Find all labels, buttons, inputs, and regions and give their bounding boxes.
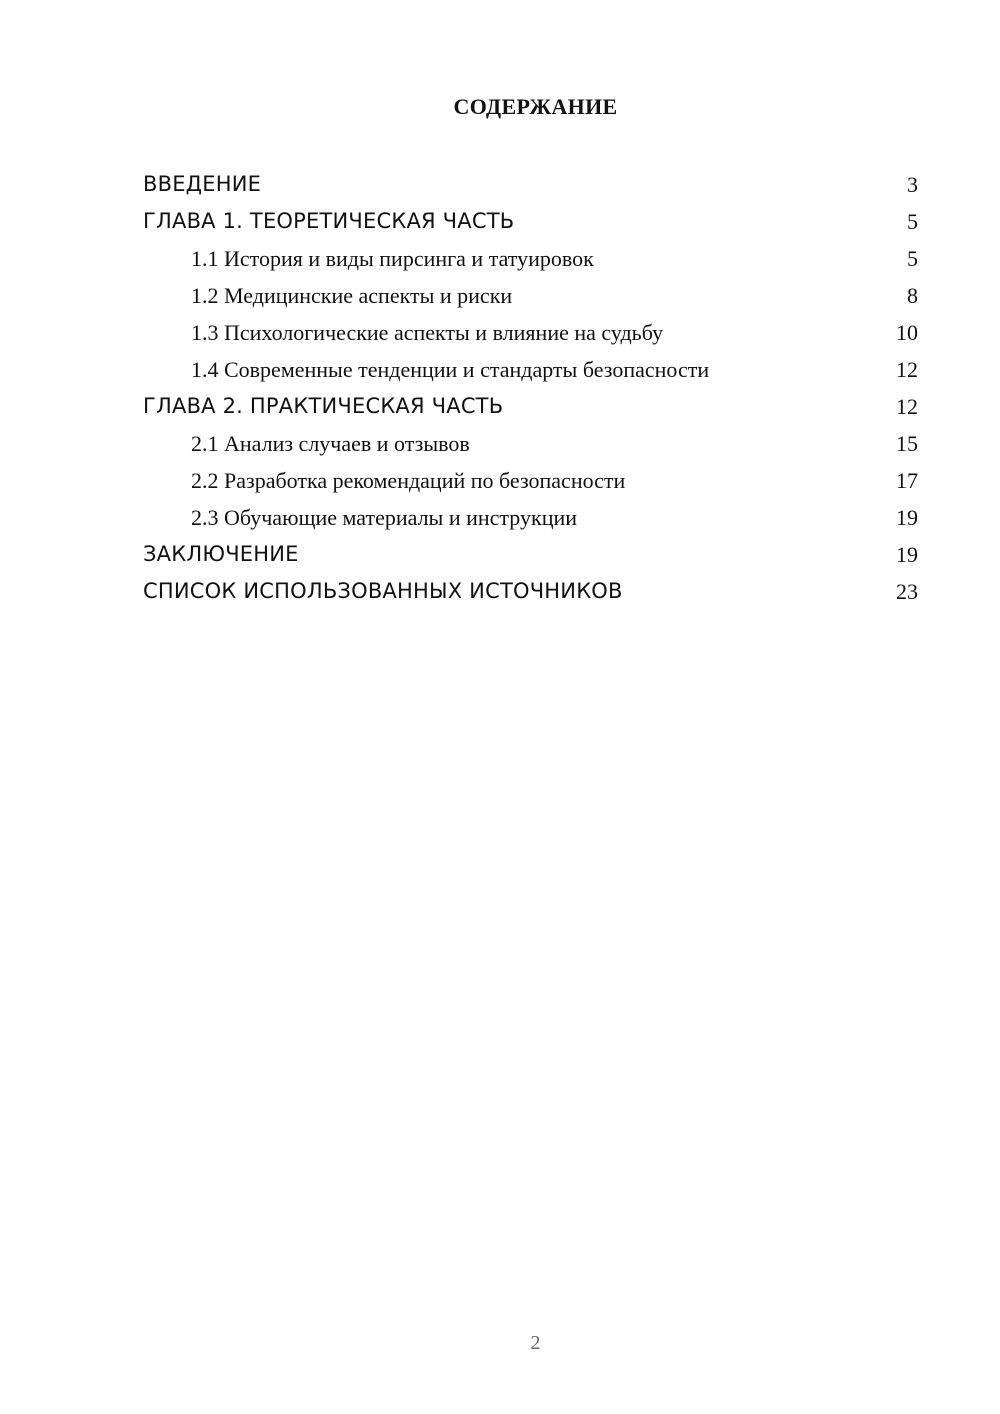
toc-entry[interactable] — [0, 277, 1000, 314]
toc-entry-page: 12 — [896, 394, 918, 419]
toc-entry[interactable] — [0, 573, 1000, 610]
toc-entry-page: 17 — [896, 468, 918, 493]
toc-entry-label: 2.1 Анализ случаев и отзывов — [191, 431, 470, 456]
toc-entry-page: 8 — [907, 283, 918, 308]
toc-entry[interactable] — [0, 425, 1000, 462]
toc-entry[interactable] — [0, 240, 1000, 277]
toc-entry-page: 15 — [896, 431, 918, 456]
toc-title: СОДЕРЖАНИЕ — [453, 94, 618, 119]
toc-entry-label: ГЛАВА 1. ТЕОРЕТИЧЕСКАЯ ЧАСТЬ — [143, 209, 515, 233]
toc-entry-page: 5 — [907, 209, 918, 234]
toc-entry[interactable] — [0, 536, 1000, 573]
toc-entry-page: 12 — [896, 357, 918, 382]
toc-entry[interactable] — [0, 314, 1000, 351]
toc-entry-page: 10 — [896, 320, 918, 345]
toc-entry[interactable] — [0, 351, 1000, 388]
toc-entry-label: СПИСОК ИСПОЛЬЗОВАННЫХ ИСТОЧНИКОВ — [143, 579, 623, 603]
toc-entry[interactable] — [0, 462, 1000, 499]
table-of-contents — [0, 166, 1000, 610]
toc-entry-label: 1.2 Медицинские аспекты и риски — [191, 283, 513, 308]
toc-entry-page: 5 — [907, 246, 918, 271]
toc-entry-page: 23 — [896, 579, 918, 604]
toc-entry-page: 3 — [907, 172, 918, 197]
toc-entry-label: 2.3 Обучающие материалы и инструкции — [191, 505, 578, 530]
toc-entry[interactable] — [0, 203, 1000, 240]
toc-entry-label: ВВЕДЕНИЕ — [143, 172, 262, 196]
toc-entry-page: 19 — [896, 505, 918, 530]
toc-entry[interactable] — [0, 166, 1000, 203]
toc-entry-label: 1.1 История и виды пирсинга и татуировок — [191, 246, 594, 271]
toc-entry-page: 19 — [896, 542, 918, 567]
toc-entry-label: ЗАКЛЮЧЕНИЕ — [143, 542, 299, 566]
toc-entry-label: 1.3 Психологические аспекты и влияние на судьбу — [191, 320, 664, 345]
toc-entry-label: 2.2 Разработка рекомендаций по безопасности — [191, 468, 626, 493]
toc-entry-label: ГЛАВА 2. ПРАКТИЧЕСКАЯ ЧАСТЬ — [143, 394, 504, 418]
page-number: 2 — [530, 1332, 541, 1354]
toc-entry[interactable] — [0, 388, 1000, 425]
toc-entry-label: 1.4 Современные тенденции и стандарты безопасности — [191, 357, 710, 382]
toc-entry[interactable] — [0, 499, 1000, 536]
